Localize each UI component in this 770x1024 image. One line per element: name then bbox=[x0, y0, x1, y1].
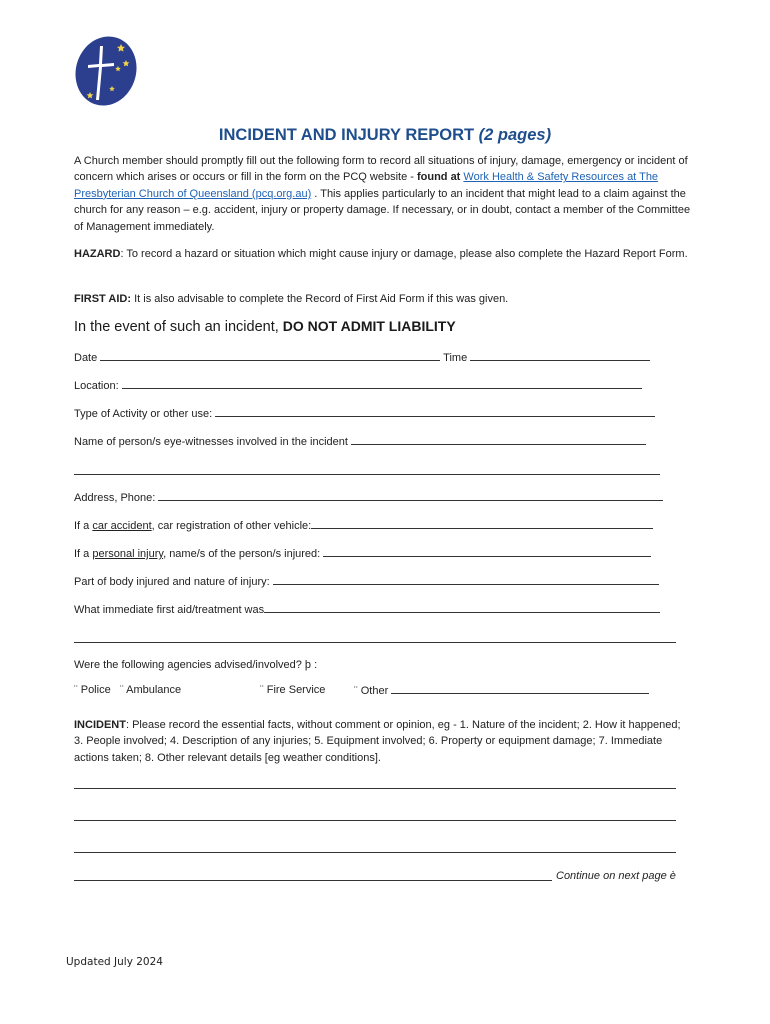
first-aid-text: It is also advisable to complete the Record of First Aid Form if this was given. bbox=[131, 293, 509, 305]
incident-line-4[interactable] bbox=[74, 880, 552, 881]
incident-text: : Please record the essential facts, without comment or opinion, eg - 1. Nature of the incident; 2. How it happened; 3. People involved; 4. Description of any injuries; 5. Equipment involved; 6. Property or equipment damage; 7. Immediate actions taken; 8. Other relevant details [eg weather conditions]. bbox=[74, 719, 681, 764]
address-field[interactable] bbox=[158, 490, 663, 501]
liability-warning: DO NOT ADMIT LIABILITY bbox=[282, 318, 456, 334]
car-prefix: If a bbox=[74, 520, 93, 532]
activity-label: Type of Activity or other use: bbox=[74, 408, 216, 420]
incident-paragraph bbox=[74, 717, 692, 766]
location-field[interactable] bbox=[122, 378, 642, 389]
injured-names-field[interactable] bbox=[323, 546, 651, 557]
incident-line-3[interactable] bbox=[74, 852, 676, 853]
witnesses-row bbox=[74, 434, 646, 449]
logo-oval bbox=[74, 34, 138, 108]
whs-resources-link[interactable]: Work Health & Safety Resources at The Presbyterian Church of Queensland (pcq.org.au) bbox=[74, 171, 659, 200]
fire-service-option[interactable] bbox=[260, 683, 325, 697]
personal-injury-label: personal injury bbox=[92, 548, 164, 560]
intro-text-2: . This applies particularly to an incident that might lead to a claim against the church for any reason – e.g. accident, injury or property damage. If necessary, or in doubt, contact a member of the Committee of Management immediately. bbox=[74, 187, 691, 233]
other-agency-field[interactable] bbox=[391, 683, 649, 694]
agencies-question: Were the following agencies advised/involved? þ : bbox=[74, 659, 318, 671]
treatment-extra-line[interactable] bbox=[74, 642, 676, 643]
police-checkbox[interactable]: ¨ bbox=[74, 684, 78, 696]
liability-heading bbox=[74, 318, 456, 335]
footer-updated: Updated July 2024 bbox=[66, 956, 163, 968]
car-accident-row bbox=[74, 518, 653, 533]
treatment-label: What immediate first aid/treatment was bbox=[74, 604, 265, 616]
fire-checkbox[interactable]: ¨ bbox=[260, 684, 264, 696]
address-label: Address, Phone: bbox=[74, 492, 159, 504]
incident-line-2[interactable] bbox=[74, 820, 676, 821]
title-main: INCIDENT AND INJURY REPORT bbox=[218, 126, 479, 144]
body-part-field[interactable] bbox=[273, 574, 659, 585]
other-checkbox[interactable]: ¨ bbox=[354, 685, 358, 697]
ambulance-label: Ambulance bbox=[123, 684, 182, 696]
first-aid-paragraph bbox=[74, 291, 694, 307]
personal-injury-row bbox=[74, 546, 651, 561]
body-part-label: Part of body injured and nature of injury: bbox=[74, 576, 273, 588]
ambulance-checkbox[interactable]: ¨ bbox=[120, 684, 124, 696]
location-row bbox=[74, 378, 642, 393]
body-part-row bbox=[74, 574, 659, 589]
incident-line-1[interactable] bbox=[74, 788, 676, 789]
address-row bbox=[74, 490, 663, 505]
title-pages: (2 pages) bbox=[478, 126, 552, 144]
location-label: Location: bbox=[74, 380, 122, 392]
incident-label: INCIDENT bbox=[74, 719, 126, 731]
pinj-suffix: , name/s of the person/s injured: bbox=[163, 548, 324, 560]
treatment-row bbox=[74, 602, 660, 617]
date-label: Date bbox=[74, 352, 101, 364]
police-label: Police bbox=[77, 684, 111, 696]
ambulance-option[interactable] bbox=[120, 683, 181, 697]
car-suffix: , car registration of other vehicle: bbox=[151, 520, 312, 532]
other-label: Other bbox=[357, 685, 392, 697]
date-field[interactable] bbox=[100, 350, 440, 361]
intro-found-at: found at bbox=[416, 171, 461, 184]
activity-field[interactable] bbox=[215, 406, 655, 417]
car-accident-label: car accident bbox=[92, 520, 152, 532]
intro-paragraph bbox=[74, 153, 694, 235]
witnesses-label: Name of person/s eye-witnesses involved in the incident bbox=[74, 436, 351, 448]
witnesses-field[interactable] bbox=[351, 434, 646, 445]
activity-row bbox=[74, 406, 655, 421]
time-field[interactable] bbox=[470, 350, 650, 361]
police-option[interactable] bbox=[74, 683, 111, 697]
hazard-label: HAZARD bbox=[74, 248, 121, 260]
car-registration-field[interactable] bbox=[311, 518, 653, 529]
date-time-row bbox=[74, 350, 650, 365]
hazard-paragraph bbox=[74, 246, 694, 262]
treatment-field[interactable] bbox=[264, 602, 660, 613]
continue-note: Continue on next page è bbox=[556, 870, 676, 882]
page-title bbox=[0, 126, 770, 145]
fire-label: Fire Service bbox=[263, 684, 326, 696]
first-aid-label: FIRST AID: bbox=[74, 293, 132, 305]
witnesses-extra-line[interactable] bbox=[74, 474, 660, 475]
pinj-prefix: If a bbox=[74, 548, 93, 560]
hazard-text: : To record a hazard or situation which might cause injury or damage, please also complete the Hazard Report Form. bbox=[120, 248, 688, 260]
intro-text-1: A Church member should promptly fill out the following form to record all situations of injury, damage, emergency or incident of concern which arises or occurs or fill in the form on the PCQ website - bbox=[74, 155, 688, 184]
church-logo bbox=[74, 34, 138, 108]
other-option[interactable] bbox=[354, 683, 649, 698]
time-label: Time bbox=[443, 352, 471, 364]
liability-prefix: In the event of such an incident, bbox=[74, 319, 283, 335]
